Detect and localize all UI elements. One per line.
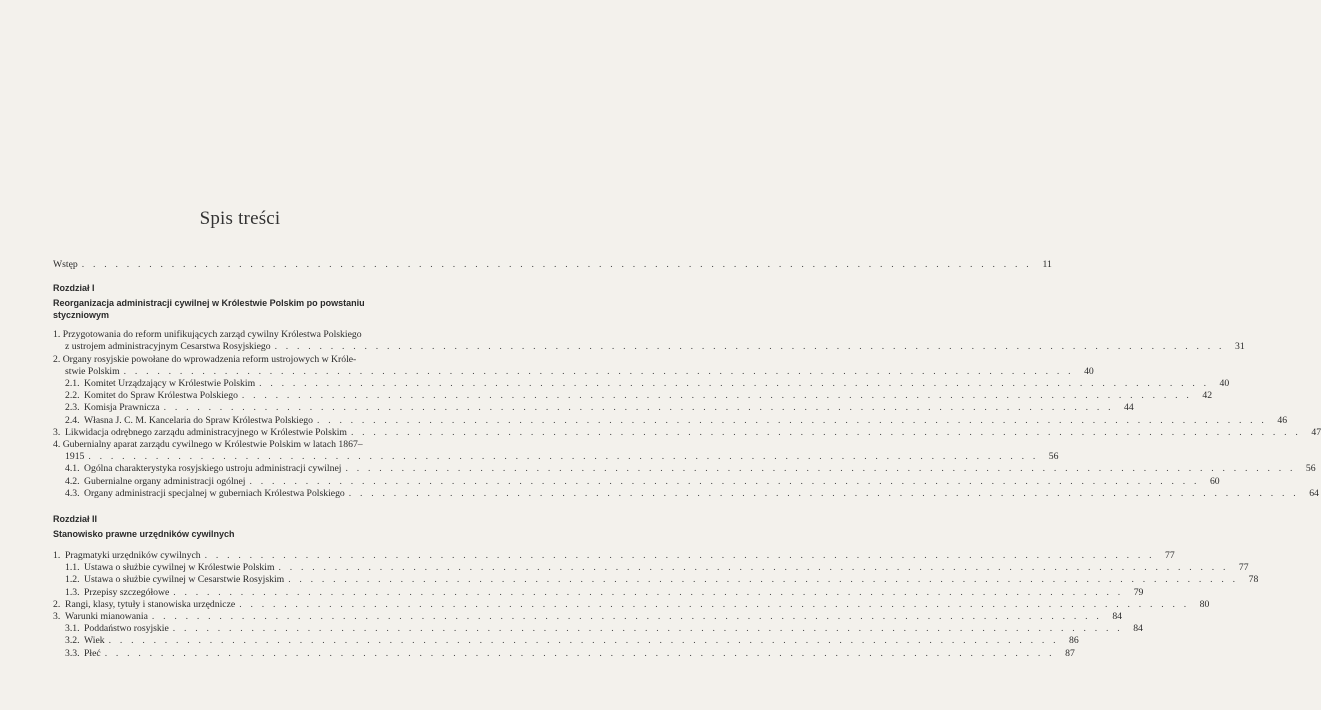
- toc-entry: 1.1. Ustawa o służbie cywilnej w Królestwie Polskim . . . 77: [53, 562, 427, 574]
- toc-entry: 4. Gubernialny aparat zarządu cywilnego w Królestwie Polskim w latach 1867–: [53, 439, 363, 451]
- toc-entry: 1. Pragmatyki urzędników cywilnych . . . 77: [53, 550, 427, 562]
- toc-page-number: 11: [1042, 259, 1052, 270]
- toc-page-number: 44: [1124, 402, 1134, 414]
- leader-dots: [242, 390, 1192, 402]
- chapter-1-title-line-1: Reorganizacja administracji cywilnej w Królestwie Polskim po powstaniu: [53, 298, 365, 309]
- toc-entry-continuation: 1915 . . . 56: [53, 451, 427, 463]
- toc-page-number: 79: [1133, 586, 1144, 598]
- toc-page-number: 87: [1065, 647, 1075, 659]
- chapter-2-label: Rozdział II: [53, 514, 98, 525]
- toc-entry: 2.2. Komitet do Spraw Królestwa Polskiego . . . 42: [53, 390, 427, 402]
- toc-entry: 4.1. Ogólna charakterystyka rosyjskiego ustroju administracji cywilnej . . . 56: [53, 463, 427, 475]
- leader-dots: [259, 378, 1209, 390]
- toc-page-number: 84: [1112, 611, 1122, 623]
- toc-page-number: 77: [1165, 550, 1175, 562]
- leader-dots: [109, 635, 1059, 647]
- toc-page-number: 42: [1202, 390, 1213, 402]
- leader-dots: [239, 599, 1189, 611]
- toc-page-number: 46: [1277, 414, 1288, 426]
- toc-entry: 3. Likwidacja odrębnego zarządu administracyjnego w Królestwie Polskim . . . 47: [53, 427, 427, 439]
- toc-page-number: 56: [1305, 463, 1316, 475]
- toc-page-number: 56: [1048, 451, 1059, 463]
- toc-entry: 4.3. Organy administracji specjalnej w guberniach Królestwa Polskiego . . . 64: [53, 488, 427, 500]
- toc-entry: 3.3. Płeć . . . 87: [53, 648, 427, 660]
- leader-dots: [250, 476, 1200, 488]
- toc-entry: 2. Organy rosyjskie powołane do wprowadzenia reform ustrojowych w Króle-: [53, 353, 357, 365]
- toc-entry: 2.3. Komisja Prawnicza . . . 44: [53, 402, 427, 414]
- toc-page-number: 40: [1084, 365, 1094, 377]
- leader-dots: [173, 623, 1123, 635]
- toc-entry: 1. Przygotowania do reform unifikujących zarząd cywilny Królestwa Polskiego: [53, 329, 362, 341]
- toc-entry: 1.2. Ustawa o służbie cywilnej w Cesarstwie Rosyjskim . . . 78: [53, 574, 427, 586]
- leader-dots: [275, 341, 1225, 353]
- leader-dots: [88, 451, 1038, 463]
- toc-page-number: 31: [1234, 341, 1245, 353]
- leader-dots: [164, 402, 1114, 414]
- toc-page-number: 78: [1248, 574, 1259, 586]
- toc-entry-continuation: stwie Polskim . . . 40: [53, 366, 427, 378]
- leader-dots: [349, 488, 1299, 500]
- toc-entry: 2. Rangi, klasy, tytuły i stanowiska urzędnicze . . . 80: [53, 599, 427, 611]
- chapter-2-title: Stanowisko prawne urzędników cywilnych: [53, 529, 235, 540]
- toc-entry: 1.3. Przepisy szczegółowe . . . 79: [53, 587, 427, 599]
- toc-entry: 3.1. Poddaństwo rosyjskie . . . 84: [53, 623, 427, 635]
- toc-page-number: 64: [1309, 487, 1319, 499]
- leader-dots: [351, 427, 1301, 439]
- page-title: Spis treści: [199, 208, 281, 229]
- table-of-contents: [53, 259, 1321, 660]
- toc-page-number: 80: [1199, 598, 1210, 610]
- toc-entry-continuation: z ustrojem administracyjnym Cesarstwa Rosyjskiego . . . 31: [53, 341, 427, 353]
- leader-dots: [152, 611, 1102, 623]
- leader-dots: [105, 648, 1055, 660]
- toc-entry: 3. Warunki mianowania . . . 84: [53, 611, 427, 623]
- toc-entry-intro: [53, 259, 1052, 271]
- toc-entry: 2.4. Własna J. C. M. Kancelaria do Spraw Królestwa Polskiego . . . 46: [53, 415, 427, 427]
- toc-entry: 3.2. Wiek . . . 86: [53, 635, 427, 647]
- toc-page-number: 77: [1238, 562, 1249, 574]
- chapter-1-title-line-2: styczniowym: [53, 310, 110, 321]
- toc-page-number: 60: [1209, 475, 1220, 487]
- leader-dots: [279, 562, 1229, 574]
- toc-page-number: 47: [1311, 426, 1321, 438]
- toc-entry-label: Wstęp: [53, 259, 78, 270]
- toc-entry: 2.1. Komitet Urządzający w Królestwie Polskim . . . 40: [53, 378, 427, 390]
- leader-dots: [82, 259, 1032, 271]
- toc-page-number: 84: [1133, 623, 1143, 635]
- leader-dots: [124, 366, 1074, 378]
- toc-page-number: 40: [1219, 378, 1230, 390]
- leader-dots: [317, 415, 1267, 427]
- chapter-1-label: Rozdział I: [53, 283, 95, 294]
- leader-dots: [173, 587, 1123, 599]
- toc-page-number: 86: [1069, 635, 1079, 647]
- leader-dots: [288, 574, 1238, 586]
- leader-dots: [345, 463, 1295, 475]
- toc-entry: 4.2. Gubernialne organy administracji ogólnej . . . 60: [53, 476, 427, 488]
- leader-dots: [205, 550, 1155, 562]
